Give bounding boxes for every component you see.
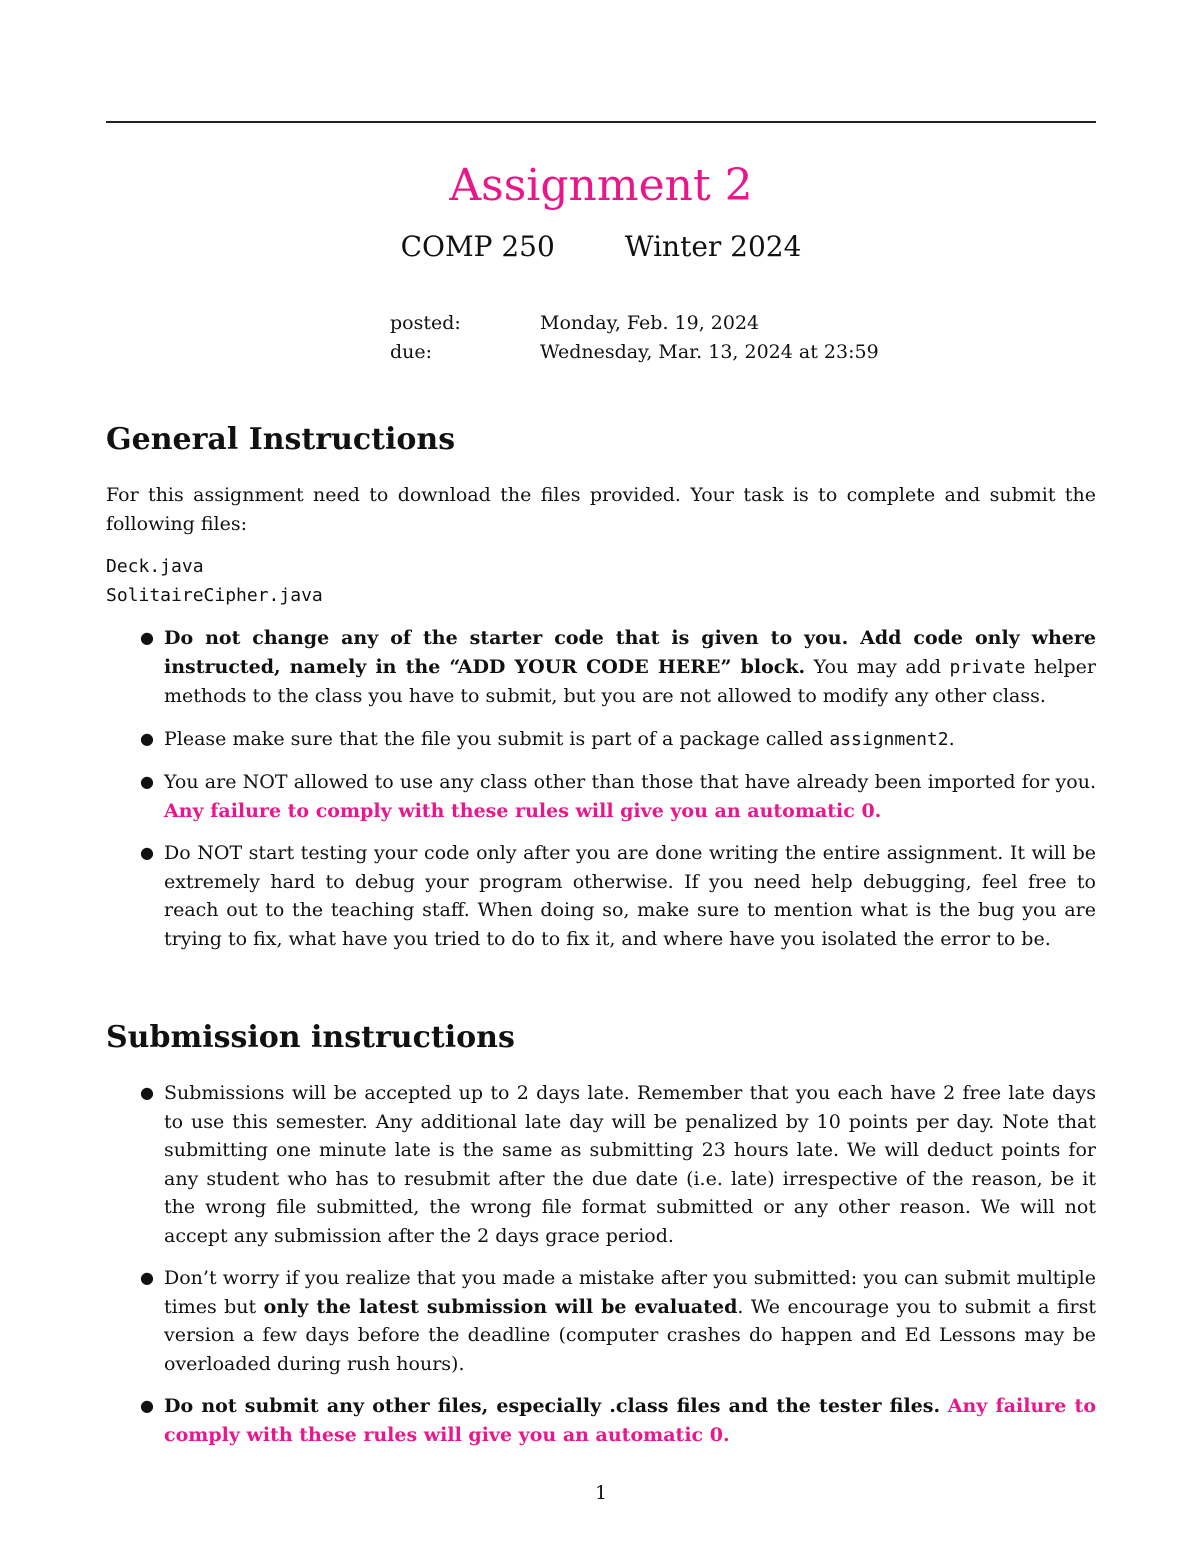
general-instructions-heading: General Instructions: [106, 422, 456, 457]
course-code: COMP 250: [400, 230, 555, 263]
bullet-icon: ●: [140, 1083, 154, 1102]
list-item: ● Do not submit any other files, especially .class files and the tester files. Any failure to comply with these rules will give you an automatic 0.: [106, 1392, 1096, 1449]
due-value: Wednesday, Mar. 13, 2024 at 23:59: [540, 341, 879, 363]
bullet-icon: ●: [140, 1268, 154, 1287]
bullet-icon: ●: [140, 772, 154, 791]
general-bullets: [106, 624, 1096, 967]
assignment-title: Assignment 2: [449, 160, 753, 211]
posted-value: Monday, Feb. 19, 2024: [540, 312, 760, 334]
list-item: ● Submissions will be accepted up to 2 days late. Remember that you each have 2 free late days to use this semester. Any additional late day will be penalized by 10 points per day. Note that submitting one minute late is the same as submitting 23 hours late. We will deduct points for any student who has to resubmit after the due date (i.e. late) irrespective of the reason, be it the wrong file submitted, the wrong file format submitted or any other reason. We will not accept any submission after the 2 days grace period.: [106, 1079, 1096, 1250]
file-solitaire-cipher: SolitaireCipher.java: [106, 585, 323, 606]
bullet-icon: ●: [140, 628, 154, 647]
list-item: ● Don’t worry if you realize that you made a mistake after you submitted: you can submit multiple times but only the latest submission will be evaluated. We encourage you to submit a first version a few days before the deadline (computer crashes do happen and Ed Lessons may be overloaded during rush hours).: [106, 1264, 1096, 1378]
list-item: ● You are NOT allowed to use any class other than those that have already been imported for you. Any failure to comply with these rules will give you an automatic 0.: [106, 768, 1096, 825]
submission-instructions-heading: Submission instructions: [106, 1020, 515, 1055]
file-deck: Deck.java: [106, 556, 204, 577]
list-item: ● Please make sure that the file you submit is part of a package called assignment2.: [106, 725, 1096, 755]
bullet-icon: ●: [140, 728, 154, 748]
page-number: 1: [594, 1482, 608, 1504]
list-item: ● Do NOT start testing your code only after you are done writing the entire assignment. It will be extremely hard to debug your program otherwise. If you need help debugging, feel free to reach out to the teaching staff. When doing so, make sure to mention what is the bug you are trying to fix, what have you tried to do to fix it, and where have you isolated the error to be.: [106, 839, 1096, 953]
submission-bullets: [106, 1079, 1096, 1463]
dates-table: [390, 309, 879, 367]
due-label: due:: [390, 341, 433, 363]
course-term: Winter 2024: [624, 230, 802, 263]
posted-label: posted:: [390, 312, 461, 334]
list-item: ● Do not change any of the starter code that is given to you. Add code only where instructed, namely in the “ADD YOUR CODE HERE” block. You may add private helper methods to the class you have to submit, but you are not allowed to modify any other class.: [106, 624, 1096, 711]
posted-row: [390, 309, 879, 338]
top-rule: [106, 121, 1096, 123]
due-row: [390, 338, 879, 367]
bullet-icon: ●: [140, 1396, 154, 1415]
files-list: [106, 552, 323, 610]
bullet-icon: ●: [140, 843, 154, 862]
course-line: [106, 230, 1096, 263]
general-intro: For this assignment need to download the files provided. Your task is to complete and submit the following files:: [106, 484, 1096, 535]
